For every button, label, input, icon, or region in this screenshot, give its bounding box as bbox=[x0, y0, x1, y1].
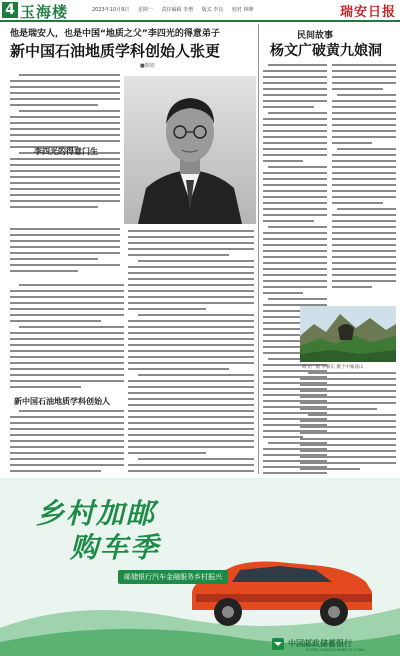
photo-caption: 杨文广洞 李朝东 摄于中雁荡山 bbox=[302, 365, 364, 370]
issue-date: 2023年10月9日 bbox=[92, 7, 130, 13]
bank-name-english: POSTAL SAVINGS BANK OF CHINA bbox=[306, 648, 365, 652]
article-body-column-3 bbox=[10, 284, 124, 398]
portrait-photo bbox=[124, 76, 256, 224]
proofreader-credit: 校对 林峰 bbox=[231, 7, 254, 13]
article-body-column-2 bbox=[10, 228, 120, 280]
column-divider bbox=[258, 24, 259, 474]
section-name: 玉海楼 bbox=[20, 3, 69, 21]
page-number-badge: 4 bbox=[2, 2, 18, 18]
ad-title-line-2: 购车季 bbox=[70, 531, 161, 564]
ad-title-line-1: 乡村加邮 bbox=[36, 497, 157, 530]
article-subhead: 李四光的得意门生 bbox=[34, 147, 98, 156]
mountain-cave-photo bbox=[300, 306, 396, 362]
right-article-kicker: 民间故事 bbox=[297, 31, 334, 41]
article-body-column-4 bbox=[10, 410, 124, 474]
right-article-headline: 杨文广破黄九娘洞 bbox=[270, 43, 382, 59]
page-header bbox=[0, 0, 400, 22]
issue-weekday: 星期一 bbox=[137, 7, 153, 13]
designer-credit: 版式 李良 bbox=[201, 7, 224, 13]
right-article-body-column-3 bbox=[300, 372, 396, 474]
advertisement-banner[interactable] bbox=[0, 478, 400, 656]
editor-credit: 责任编辑 李增 bbox=[161, 7, 194, 13]
article-headline: 新中国石油地质学科创始人张更 bbox=[10, 42, 221, 60]
article-byline: ■陈旭 bbox=[140, 63, 155, 69]
bank-name: 中国邮政储蓄银行 bbox=[288, 639, 352, 648]
article-body-column-5 bbox=[128, 230, 254, 474]
newspaper-masthead: 瑞安日报 bbox=[339, 5, 396, 20]
right-article-body-column-2 bbox=[332, 64, 396, 302]
ad-subtitle: 邮储银行汽车金融服务乡村振兴 bbox=[118, 570, 228, 584]
article-subhead-2: 新中国石油地质学科创始人 bbox=[14, 397, 110, 406]
header-meta bbox=[92, 6, 260, 13]
postal-bank-logo-icon bbox=[272, 638, 284, 650]
article-kicker: 他是瑞安人，也是中国“地质之父”李四光的得意弟子 bbox=[10, 29, 220, 39]
